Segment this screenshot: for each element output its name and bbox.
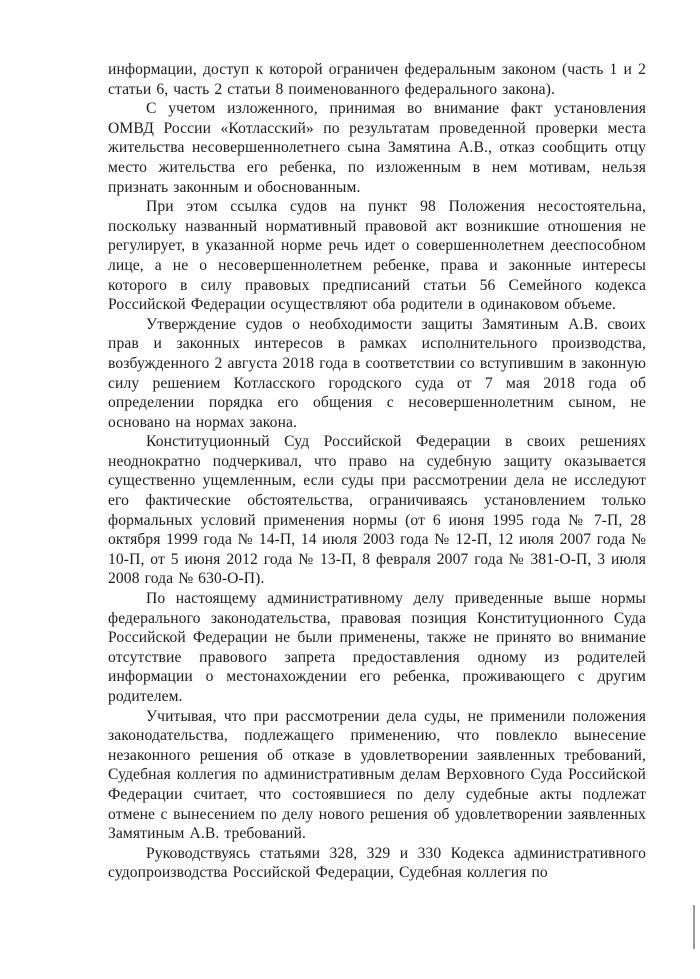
paragraph: С учетом изложенного, принимая во внимание факт установления ОМВД России «Котласский» по результатам проведенной проверки места жительства несовершеннолетнего сына Замятина А.В., отказ сообщить отцу место жительства его ребенка, по изложенным в нем мотивам, нельзя признать законным и обоснованным. [108, 100, 646, 196]
scan-artifact-line [693, 905, 695, 949]
paragraph: Руководствуясь статьями 328, 329 и 330 Кодекса административного судопроизводства Российской Федерации, Судебная коллегия по [108, 844, 646, 882]
paragraph: По настоящему административному делу приведенные выше нормы федерального законодательства, правовая позиция Конституционного Суда Российской Федерации не были применены, также не принято во внимание отсутствие правового запрета предоставления одному из родителей информации о местонахождении его ребенка, проживающего с другим родителем. [108, 590, 646, 705]
paragraph: Утверждение судов о необходимости защиты Замятиным А.В. своих прав и законных интересов в рамках исполнительного производства, возбужденного 2 августа 2018 года в соответствии со вступившим в законную силу решением Котласского городского суда от 7 мая 2018 года об определении порядка его общения с несовершеннолетним сыном, не основано на нормах закона. [108, 315, 646, 431]
paragraph: При этом ссылка судов на пункт 98 Положения несостоятельна, поскольку названный нормативный правовой акт возникшие отношения не регулирует, в указанной норме речь идет о совершеннолетнем дееспособном лице, а не о несовершеннолетнем ребенке, права и законные интересы которого в силу правовых предписаний статьи 56 Семейного кодекса Российской Федерации осуществляют оба родители в одинаковом объеме. [108, 198, 646, 314]
paragraph: Конституционный Суд Российской Федерации в своих решениях неоднократно подчеркивал, что право на судебную защиту оказывается существенно ущемленным, если суды при рассмотрении дела не исследуют его фактические обстоятельства, ограничиваясь установлением только формальных условий применения нормы (от 6 июня 1995 года № 7-П, 28 октября 1999 года № 14-П, 14 июля 2003 года № 12-П, 12 июля 2007 года № 10-П, от 5 июня 2012 года № 13-П, 8 февраля 2007 года № 381-О-П, 3 июля 2008 года № 630-О-П). [108, 433, 646, 588]
paragraph: Учитывая, что при рассмотрении дела суды, не применили положения законодательства, подлежащего применению, что повлекло вынесение незаконного решения об отказе в удовлетворении заявленных требований, Судебная коллегия по административным делам Верховного Суда Российской Федерации считает, что состоявшиеся по делу судебные акты подлежат отмене с вынесением по делу нового решения об удовлетворении заявленных Замятиным А.В. требований. [108, 707, 646, 843]
document-text-block [108, 60, 646, 883]
paragraph: информации, доступ к которой ограничен федеральным законом (часть 1 и 2 статьи 6, часть 2 статьи 8 поименованного федерального закона). [108, 61, 646, 98]
